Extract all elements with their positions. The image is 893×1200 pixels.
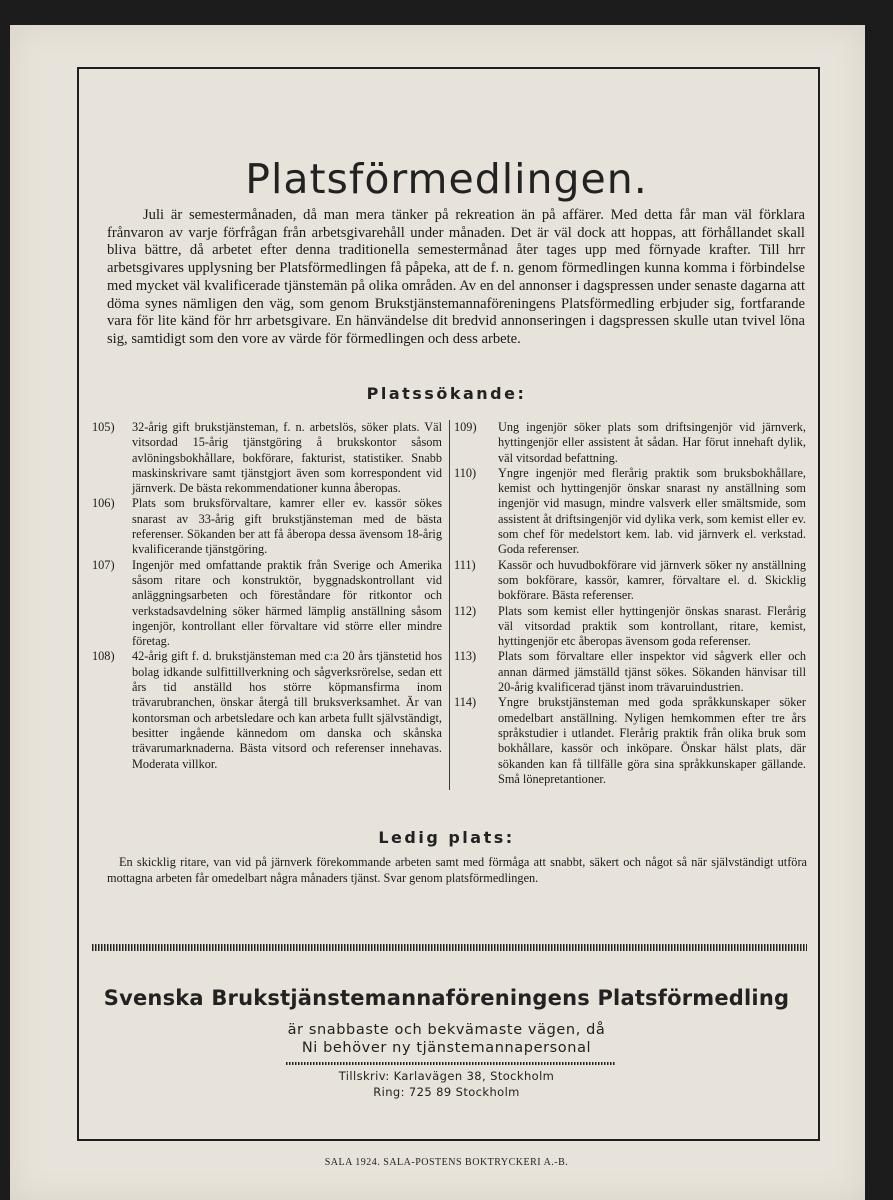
ad-text: 32-årig gift brukstjänsteman, f. n. arbetslös, söker plats. Väl vitsordad 15-årig tjänstgöring å brukskontor såsom avlöningsbokhållare, bokförare, fakturist, statistiker. Snabb maskinskrivare samt tjänstgjort även som korrespondent vid järnverk. De bästa rekommendationer kunna åberopas. [132,420,442,496]
ad-text: Kassör och huvudbokförare vid järnverk söker ny anställning som bokförare, kassör, kamrer, förvaltare el. d. Skicklig bokförare. Bästa referenser. [498,557,806,603]
ad-number: 111) [454,557,476,572]
ads-column-right [454,420,806,787]
slogan-dotted-rule [286,1062,616,1065]
ad-number: 107) [92,557,115,572]
slogan-line-2: Ni behöver ny tjänstemannapersonal [301,1040,592,1056]
ad-number: 106) [92,496,115,511]
contact-phone: Ring: 725 89 Stockholm [373,1085,520,1099]
job-ad [454,420,806,466]
ad-number: 110) [454,465,477,480]
job-ad [92,496,442,557]
job-seekers-heading: Platssökande: [366,384,527,403]
vacancy-heading: Ledig plats: [378,828,515,847]
job-ad [454,604,806,650]
job-ad [454,695,806,787]
organization-name: Svenska Brukstjänstemannaföreningens Platsförmedling [103,986,790,1010]
contact-address: Tillskriv: Karlavägen 38, Stockholm [338,1069,555,1083]
vacancy-text: En skicklig ritare, van vid på järnverk förekommande arbeten samt med förmåga att snabbt, säkert och något så när självständigt utföra mottagna arbeten får omedelbart några månaders tjänst. Svar genom platsförmedlingen. [107,855,807,885]
printer-imprint: SALA 1924. SALA-POSTENS BOKTRYCKERI A.-B. [324,1157,569,1168]
job-ad [454,649,806,695]
page-title: Platsförmedlingen. [245,155,648,204]
job-ad [92,420,442,496]
ad-number: 108) [92,649,115,664]
ad-text: Plats som förvaltare eller inspektor vid sågverk eller och annan därmed jämställd tjänst sökes. Sökanden hänvisar till 20-årig kvalificerad tjänst inom trävaruindustrien. [498,649,806,695]
ad-text: Plats som kemist eller hyttingenjör önskas snarast. Flerårig väl vitsordad praktik som kontrollant, ritare, kemist, hyttingenjör etc åberopas ävensom goda referenser. [498,603,806,649]
job-ad [92,558,442,650]
ad-number: 112) [454,603,477,618]
ad-number: 114) [454,695,477,710]
ad-number: 113) [454,649,477,664]
intro-paragraph: Juli är semestermånaden, då man mera tänker på rekreation än på affärer. Med detta får man väl förklara frånvaron av varje förfrågan från arbetsgivarehåll under månaden. Det är väl dock att hoppas, att förhållandet skall bliva bättre, då arbetet efter denna traditionella semestermånad åter tages upp med förnyade krafter. Till hrr arbetsgivares upplysning ber Platsförmedlingen få påpeka, att de f. n. genom förmedlingen kunna komma i förbindelse med mycket väl kvalificerade tjänstemän på olika områden. Av en del annonser i dagspressen under senaste dagarna att döma synes nämligen den väg, som genom Brukstjänstemannaföreningens Platsförmedling erbjuder sig, fortfarande vara för lite känd för hrr arbetsgivare. En hänvändelse dit bredvid annonseringen i dagspressen skulle utan tvivel löna sig, samtidigt som den vore av värde för förmedlingen och dess arbete. [107,207,805,347]
ad-text: Plats som bruksförvaltare, kamrer eller ev. kassör sökes snarast av 33-årig gift brukstjänsteman med de bästa referenser. Sökanden ber att få åberopa dessa ävensom 18-årig kvalificerande tjänstgöring. [132,496,442,557]
job-ad [454,466,806,558]
ads-column-left [92,420,442,772]
ad-text: Ingenjör med omfattande praktik från Sverige och Amerika såsom ritare och konstruktör, byggnadskontrollant vid anläggningsarbeten och föreståndare för ritkontor och verkstadsavdelning söker härmed lämplig anställning såsom ingenjör, kontrollant eller förvaltare vid större eller mindre företag. [132,557,442,649]
slogan-line-1: är snabbaste och bekvämaste vägen, då [287,1022,606,1038]
column-divider [449,420,450,790]
ad-number: 105) [92,420,115,434]
ad-text: Yngre ingenjör med flerårig praktik som bruksbokhållare, kemist och hyttingenjör önskar snarast ny anställning som ingenjör vid masugn, mindre valsverk eller smältsmide, som assistent åt driftsingenjör vid dylika verk, som kemist eller ev. som chef för medelstort kem. lab. vid järnverk el. verkstad. Goda referenser. [498,465,806,557]
ad-text: Ung ingenjör söker plats som driftsingenjör vid järnverk, hyttingenjör eller assistent åt sådan. Har förut innehaft dylik, väl vitsordad befattning. [498,420,806,465]
dotted-rule [92,944,807,951]
job-ad [92,649,442,771]
job-ad [454,558,806,604]
ad-text: 42-årig gift f. d. brukstjänsteman med c:a 20 års tjänstetid hos bolag idkande sulfittillverkning och sågverksrörelse, sedan ett års tid anställd hos större köpmansfirma inom trävarubranchen, önskar återgå till bruksverksamhet. Är van kontorsman och arbetsledare och kan arbeta fullt självständigt, besitter ingående kännedom om danska och skånska trävarumarknaderna. Bästa vitsord och referenser innehavas. Moderata villkor. [132,649,442,771]
ad-text: Yngre brukstjänsteman med goda språkkunskaper söker omedelbart anställning. Nyligen hemkommen efter tre års språkstudier i utlandet. Flerårig praktik från olika bruk som bokhållare, kassör och inköpare. Önskar hälst plats, där sökanden kan få tillfälle göra sina språkkunskaper gällande. Små lönepretantioner. [498,695,806,786]
ad-number: 109) [454,420,477,434]
